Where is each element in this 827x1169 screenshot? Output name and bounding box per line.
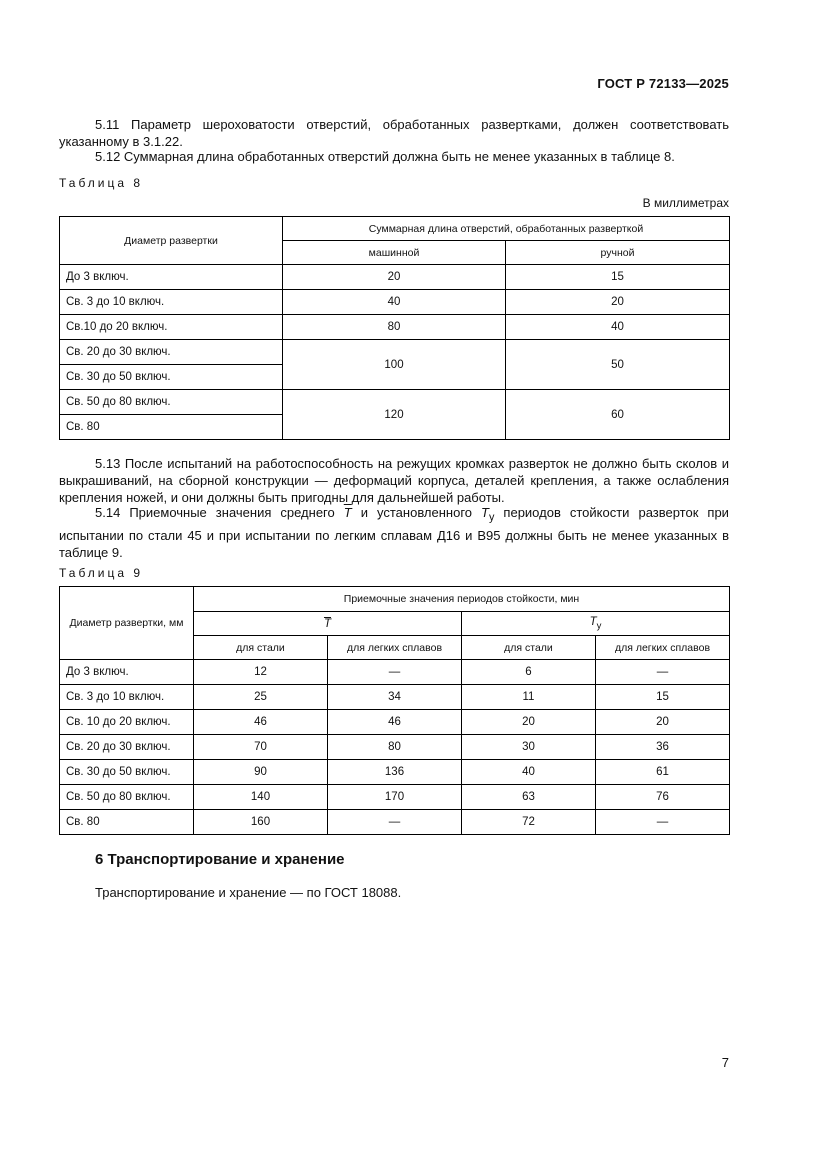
table-cell: 40 xyxy=(283,290,506,315)
table-cell: 80 xyxy=(283,315,506,340)
mean-period-symbol: $\overline{T}$ xyxy=(323,617,332,630)
paragraph-5-12 xyxy=(59,148,729,165)
table-cell: — xyxy=(328,660,462,685)
set-period-symbol: T xyxy=(589,615,597,628)
table-cell: Св. 3 до 10 включ. xyxy=(60,685,194,710)
table-row xyxy=(60,785,730,810)
section-6-text: Транспортирование и хранение — по ГОСТ 18088. xyxy=(95,885,402,900)
table-cell: — xyxy=(596,810,730,835)
table-cell: 34 xyxy=(328,685,462,710)
table-cell: 80 xyxy=(328,735,462,760)
page-number: 7 xyxy=(721,1055,729,1070)
table-row xyxy=(60,660,730,685)
table-row xyxy=(60,685,730,710)
table-cell: 72 xyxy=(462,810,596,835)
table-cell: 136 xyxy=(328,760,462,785)
table-8-units: В миллиметрах xyxy=(642,196,729,210)
table-cell: — xyxy=(328,810,462,835)
table-cell: 120 xyxy=(283,390,506,440)
table-cell: Св. 10 до 20 включ. xyxy=(60,710,194,735)
table-row xyxy=(60,340,730,365)
table-cell: 20 xyxy=(596,710,730,735)
table-cell: 36 xyxy=(596,735,730,760)
table-cell: 46 xyxy=(328,710,462,735)
table-cell: 40 xyxy=(462,760,596,785)
table-cell: Св. 50 до 80 включ. xyxy=(60,390,283,415)
table-8 xyxy=(59,216,730,440)
table-cell: Св. 20 до 30 включ. xyxy=(60,340,283,365)
table-cell: 11 xyxy=(462,685,596,710)
table-cell: 25 xyxy=(194,685,328,710)
table-9-header-alloys: для легких сплавов xyxy=(328,636,462,660)
table-cell: 12 xyxy=(194,660,328,685)
table-8-header-group: Суммарная длина отверстий, обработанных разверткой xyxy=(283,217,730,241)
table-cell: 20 xyxy=(283,265,506,290)
table-cell: 30 xyxy=(462,735,596,760)
table-row xyxy=(60,290,730,315)
table-cell: До 3 включ. xyxy=(60,660,194,685)
table-8-header-machine: машинной xyxy=(283,241,506,265)
table-cell: Св. 80 xyxy=(60,810,194,835)
table-row xyxy=(60,265,730,290)
section-6-title: 6 Транспортирование и хранение xyxy=(95,851,345,868)
table-cell: 63 xyxy=(462,785,596,810)
table-row xyxy=(60,390,730,415)
table-cell: 170 xyxy=(328,785,462,810)
paragraph-5-13 xyxy=(59,455,729,506)
table-cell: 50 xyxy=(506,340,730,390)
table-row xyxy=(60,810,730,835)
table-9-header-steel: для стали xyxy=(194,636,328,660)
paragraph-5-14 xyxy=(59,504,729,561)
table-cell: 61 xyxy=(596,760,730,785)
table-cell: 6 xyxy=(462,660,596,685)
table-row xyxy=(60,735,730,760)
table-cell: 20 xyxy=(506,290,730,315)
table-cell: 20 xyxy=(462,710,596,735)
table-9-header-set-period xyxy=(462,612,730,636)
paragraph-5-13-text: 5.13 После испытаний на работоспособность на режущих кромках разверток не должно быть сколов и выкрашиваний, на сборной конструкции — деформаций корпуса, деталей крепления, а также ослабления крепления ножей, и они должны быть пригодны для дальнейшей работы. xyxy=(59,456,729,505)
table-9-header-steel: для стали xyxy=(462,636,596,660)
table-cell: Св. 30 до 50 включ. xyxy=(60,365,283,390)
paragraph-5-11-text: 5.11 Параметр шероховатости отверстий, обработанных развертками, должен соответствовать указанному в 3.1.22. xyxy=(59,117,729,149)
set-period-symbol: T xyxy=(481,505,489,520)
paragraph-5-14-part-b: и установленного xyxy=(360,505,473,520)
table-cell: 15 xyxy=(596,685,730,710)
table-9-caption: Таблица 9 xyxy=(59,566,144,580)
table-cell: 90 xyxy=(194,760,328,785)
paragraph-5-14-part-a: 5.14 Приемочные значения среднего xyxy=(95,505,335,520)
table-9-header-group: Приемочные значения периодов стойкости, мин xyxy=(194,587,730,612)
set-period-subscript: у xyxy=(488,511,495,524)
table-cell: Св. 80 xyxy=(60,415,283,440)
document-id: ГОСТ Р 72133—2025 xyxy=(597,76,729,91)
table-8-header-manual: ручной xyxy=(506,241,730,265)
table-row xyxy=(60,315,730,340)
table-row xyxy=(60,710,730,735)
table-cell: 140 xyxy=(194,785,328,810)
table-cell: 160 xyxy=(194,810,328,835)
set-period-subscript: у xyxy=(596,620,602,632)
table-cell: 40 xyxy=(506,315,730,340)
table-9-header-alloys: для легких сплавов xyxy=(596,636,730,660)
table-8-header-diameter: Диаметр развертки xyxy=(60,217,283,265)
paragraph-5-11 xyxy=(59,116,729,150)
mean-period-symbol: $\overline{T}$ xyxy=(343,505,352,520)
table-cell: 76 xyxy=(596,785,730,810)
table-cell: 46 xyxy=(194,710,328,735)
table-cell: Св. 20 до 30 включ. xyxy=(60,735,194,760)
table-cell: 15 xyxy=(506,265,730,290)
table-cell: 60 xyxy=(506,390,730,440)
table-cell: Св.10 до 20 включ. xyxy=(60,315,283,340)
table-9-header-diameter: Диаметр развертки, мм xyxy=(60,587,194,660)
table-row xyxy=(60,760,730,785)
paragraph-5-12-text: 5.12 Суммарная длина обработанных отверстий должна быть не менее указанных в таблице 8. xyxy=(95,149,675,164)
table-8-caption: Таблица 8 xyxy=(59,176,144,190)
table-cell: Св. 30 до 50 включ. xyxy=(60,760,194,785)
paragraph-5-14-part-c: периодов стойкости разверток при испытании по стали 45 и при испытании по легким сплавам Д16 и В95 должны быть не менее указанных в таблице 9. xyxy=(59,505,729,560)
table-cell: 70 xyxy=(194,735,328,760)
table-cell: — xyxy=(596,660,730,685)
table-cell: Св. 3 до 10 включ. xyxy=(60,290,283,315)
table-cell: До 3 включ. xyxy=(60,265,283,290)
table-9 xyxy=(59,586,730,835)
table-cell: 100 xyxy=(283,340,506,390)
table-9-header-mean-period xyxy=(194,612,462,636)
table-cell: Св. 50 до 80 включ. xyxy=(60,785,194,810)
